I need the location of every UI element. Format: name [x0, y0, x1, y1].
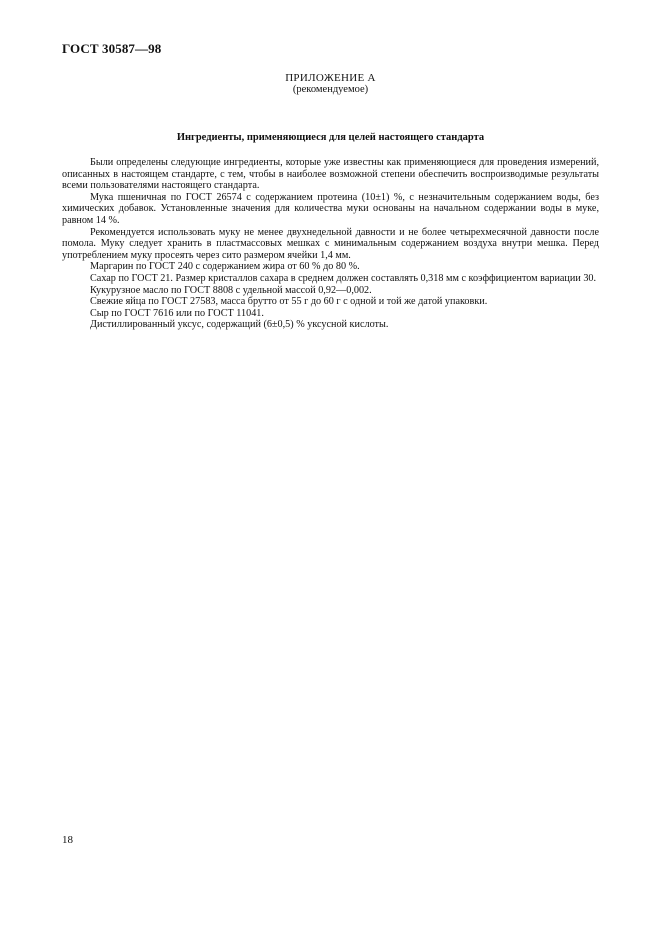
paragraph-cheese: Сыр по ГОСТ 7616 или по ГОСТ 11041. — [90, 307, 264, 319]
body-text — [62, 157, 599, 331]
page-number: 18 — [62, 834, 73, 846]
paragraph-sugar: Сахар по ГОСТ 21. Размер кристаллов сахара в среднем должен составлять 0,318 мм с коэффициентом вариации 30. — [90, 272, 597, 284]
paragraph-flour: Мука пшеничная по ГОСТ 26574 с содержанием протеина (10±1) %, с незначительным содержанием воды, без химических добавок. Установленные значения для количества муки основаны на начальном содержании воды в муке, равном 14 %. — [62, 191, 599, 226]
document-code: ГОСТ 30587—98 — [62, 41, 162, 56]
paragraph-margarine: Маргарин по ГОСТ 240 с содержанием жира от 60 % до 80 %. — [90, 261, 360, 273]
paragraph-flour-storage: Рекомендуется использовать муку не менее двухнедельной давности и не более четырехмесячной давности после помола. Муку следует хранить в пластмассовых мешках с минимальным содержанием воздуха внутри мешка. Перед употреблением муку просеять через сито размером ячейки 1,4 мм. — [62, 226, 599, 261]
paragraph-intro: Были определены следующие ингредиенты, которые уже известны как применяющиеся для проведения измерений, описанных в настоящем стандарте, с тем, чтобы в наиболее возможной степени обеспечить воспроизводимые результаты всеми пользователями настоящего стандарта. — [62, 157, 599, 192]
paragraph-eggs: Свежие яйца по ГОСТ 27583, масса брутто от 55 г до 60 г с одной и той же датой упаковки. — [90, 296, 488, 308]
paragraph-vinegar: Дистиллированный уксус, содержащий (6±0,5) % уксусной кислоты. — [90, 319, 389, 331]
appendix-title: ПРИЛОЖЕНИЕ А — [285, 72, 376, 84]
paragraph-corn-oil: Кукурузное масло по ГОСТ 8808 с удельной массой 0,92—0,002. — [90, 284, 372, 296]
appendix-subtitle: (рекомендуемое) — [292, 84, 369, 95]
section-heading: Ингредиенты, применяющиеся для целей настоящего стандарта — [176, 132, 485, 143]
